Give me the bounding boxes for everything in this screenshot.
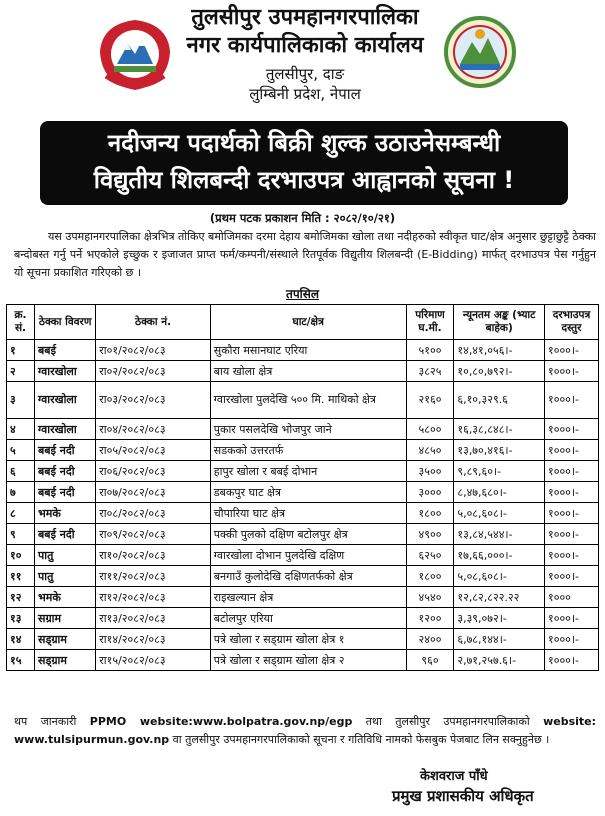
cell-site: पुकार पसलदेखि भोजपुर जाने xyxy=(210,419,406,440)
cell-min: २,७१,२५७.६।- xyxy=(454,650,545,671)
cell-site: बनगाउँ कुलोदेखि दक्षिणतर्फको क्षेत्र xyxy=(210,566,406,587)
cell-code: रा०३/२०८२/०८३ xyxy=(96,382,210,419)
cell-vol: ३८२५ xyxy=(406,361,454,382)
header-sn: क्र. सं. xyxy=(7,305,35,340)
cell-min: १२,८२,८२२.२२ xyxy=(454,587,545,608)
cell-vol: ५८०० xyxy=(406,419,454,440)
cell-vol: ५१०० xyxy=(406,340,454,361)
cell-sn: ७ xyxy=(7,482,35,503)
cell-site: ग्वारखोला दोभान पुलदेखि दक्षिण xyxy=(210,545,406,566)
office-name: नगर कार्यपालिकाको कार्यालय xyxy=(186,33,424,58)
cell-vol: १२०० xyxy=(406,608,454,629)
table-row xyxy=(7,650,599,671)
cell-code: रा०४/२०८२/०८३ xyxy=(96,419,210,440)
cell-min: १७,६६,०००।- xyxy=(454,545,545,566)
cell-code: रा०६/२०८२/०८३ xyxy=(96,461,210,482)
footer-text-2: तथा तुलसीपुर उपमहानगरपालिकाको xyxy=(352,715,544,728)
cell-site: सुकौरा मसानघाट एरिया xyxy=(210,340,406,361)
cell-fee: १०००।- xyxy=(545,440,599,461)
cell-min: ६,७८,१४४।- xyxy=(454,629,545,650)
office-title-block xyxy=(160,4,450,104)
cell-place: भमके xyxy=(35,503,96,524)
table-row xyxy=(7,587,599,608)
table-header-row xyxy=(7,305,599,340)
cell-fee: १०००।- xyxy=(545,361,599,382)
cell-place: सग्राम xyxy=(35,608,96,629)
header-volume: परिमाण घ.मी. xyxy=(406,305,454,340)
cell-sn: २ xyxy=(7,361,35,382)
intro-paragraph xyxy=(14,228,596,282)
cell-min: ५,०८,६०८।- xyxy=(454,503,545,524)
cell-fee: १०००।- xyxy=(545,524,599,545)
cell-vol: ४५४० xyxy=(406,587,454,608)
header-contract-no: ठेक्का नं. xyxy=(96,305,210,340)
cell-min: ८,४७,६८०।- xyxy=(454,482,545,503)
cell-place: बबई नदी xyxy=(35,482,96,503)
cell-site: सडकको उत्तरतर्फ xyxy=(210,440,406,461)
table-row xyxy=(7,461,599,482)
municipality-name: तुलसीपुर उपमहानगरपालिका xyxy=(191,5,419,30)
cell-code: रा१३/२०८२/०८३ xyxy=(96,608,210,629)
notice-title-line-2: विद्युतीय शिलबन्दी दरभाउपत्र आह्वानको सूचना ! xyxy=(93,166,515,194)
cell-code: रा०९/२०८२/०८३ xyxy=(96,524,210,545)
cell-site: पक्की पुलको दक्षिण बटोलपुर क्षेत्र xyxy=(210,524,406,545)
letterhead xyxy=(0,0,605,118)
table-row xyxy=(7,382,599,419)
cell-place: बबई नदी xyxy=(35,524,96,545)
header-fee: दरभाउपत्र दस्तुर xyxy=(545,305,599,340)
cell-fee: १०००।- xyxy=(545,629,599,650)
cell-min: ५,०८,६०८।- xyxy=(454,566,545,587)
cell-code: रा०७/२०८२/०८३ xyxy=(96,482,210,503)
cell-sn: ११ xyxy=(7,566,35,587)
cell-sn: १५ xyxy=(7,650,35,671)
cell-place: पातु xyxy=(35,545,96,566)
cell-place: सड्ग्राम xyxy=(35,629,96,650)
cell-code: रा०१/२०८२/०८३ xyxy=(96,340,210,361)
cell-sn: १२ xyxy=(7,587,35,608)
cell-place: ग्वारखोला xyxy=(35,361,96,382)
header-min-amount: न्यूनतम अङ्क (भ्याट बाहेक) xyxy=(454,305,545,340)
cell-place: पातु xyxy=(35,566,96,587)
cell-site: बाय खोला क्षेत्र xyxy=(210,361,406,382)
schedule-heading: तपसिल xyxy=(285,287,319,301)
table-row xyxy=(7,608,599,629)
office-location: तुलसीपुर, दाङ xyxy=(265,65,345,83)
cell-sn: ५ xyxy=(7,440,35,461)
cell-vol: ६२५० xyxy=(406,545,454,566)
cell-code: रा१०/२०८२/०८३ xyxy=(96,545,210,566)
contract-table xyxy=(6,304,599,671)
table-row xyxy=(7,482,599,503)
cell-vol: ४८५० xyxy=(406,440,454,461)
cell-sn: ३ xyxy=(7,382,35,419)
cell-code: रा०२/२०८२/०८३ xyxy=(96,361,210,382)
cell-fee: १०००।- xyxy=(545,566,599,587)
cell-code: रा१५/२०८२/०८३ xyxy=(96,650,210,671)
cell-place: ग्वारखोला xyxy=(35,382,96,419)
cell-sn: १४ xyxy=(7,629,35,650)
signatory-title: प्रमुख प्रशासकीय अधिकृत xyxy=(392,787,534,805)
cell-vol: ३५०० xyxy=(406,461,454,482)
cell-site: पत्रे खोला र सड्ग्राम खोला क्षेत्र १ xyxy=(210,629,406,650)
cell-fee: १०००।- xyxy=(545,503,599,524)
cell-code: रा११/२०८२/०८३ xyxy=(96,566,210,587)
ppmo-link[interactable]: PPMO website:www.bolpatra.gov.np/egp xyxy=(89,715,353,728)
cell-fee: १०००।- xyxy=(545,382,599,419)
cell-site: डबकपुर घाट क्षेत्र xyxy=(210,482,406,503)
cell-sn: ९ xyxy=(7,524,35,545)
cell-fee: १०००।- xyxy=(545,650,599,671)
municipality-logo-icon xyxy=(442,12,518,92)
cell-site: बटोलपुर एरिया xyxy=(210,608,406,629)
cell-sn: ८ xyxy=(7,503,35,524)
cell-fee: १००० xyxy=(545,587,599,608)
cell-sn: १० xyxy=(7,545,35,566)
cell-place: भमके xyxy=(35,587,96,608)
table-row xyxy=(7,503,599,524)
table-row xyxy=(7,566,599,587)
cell-min: १३,८४,५४४।- xyxy=(454,524,545,545)
publication-date: (प्रथम पटक प्रकाशन मिति : २०८२/१०/२१) xyxy=(209,211,396,225)
footer-text-3: वा तुलसीपुर उपमहानगरपालिकाको सूचना र गतिविधि नामको फेसबुक पेजबाट लिन सक्नुहुनेछ । xyxy=(169,733,550,746)
cell-vol: २१६० xyxy=(406,382,454,419)
cell-vol: २४०० xyxy=(406,629,454,650)
notice-title-line-1: नदीजन्य पदार्थको बिक्री शुल्क उठाउनेसम्बन्धी xyxy=(107,129,501,157)
cell-min: १६,३८,८४८।- xyxy=(454,419,545,440)
cell-code: रा०५/२०८२/०८३ xyxy=(96,440,210,461)
cell-place: बबई xyxy=(35,340,96,361)
cell-site: ग्वारखोला पुलदेखि ५०० मि. माथिको क्षेत्र xyxy=(210,382,406,419)
table-row xyxy=(7,524,599,545)
cell-sn: ६ xyxy=(7,461,35,482)
table-row xyxy=(7,440,599,461)
cell-site: चौपारिया घाट क्षेत्र xyxy=(210,503,406,524)
cell-min: ६,१०,३२९.६ xyxy=(454,382,545,419)
cell-fee: १०००।- xyxy=(545,340,599,361)
cell-vol: १८०० xyxy=(406,503,454,524)
office-province: लुम्बिनी प्रदेश, नेपाल xyxy=(249,85,361,103)
cell-vol: ४९०० xyxy=(406,524,454,545)
table-row xyxy=(7,419,599,440)
cell-sn: ४ xyxy=(7,419,35,440)
cell-code: रा१२/२०८२/०८३ xyxy=(96,587,210,608)
cell-place: बबई नदी xyxy=(35,461,96,482)
notice-title-banner xyxy=(40,121,568,205)
table-row xyxy=(7,361,599,382)
cell-code: रा०८/२०८२/०८३ xyxy=(96,503,210,524)
cell-sn: १३ xyxy=(7,608,35,629)
cell-fee: १०००।- xyxy=(545,545,599,566)
cell-min: १३,७०,४१६।- xyxy=(454,440,545,461)
cell-fee: १०००।- xyxy=(545,419,599,440)
cell-place: सड्ग्राम xyxy=(35,650,96,671)
cell-site: राइखल्यान क्षेत्र xyxy=(210,587,406,608)
header-site: घाट/क्षेत्र xyxy=(210,305,406,340)
table-row xyxy=(7,545,599,566)
cell-fee: १०००।- xyxy=(545,482,599,503)
table-row xyxy=(7,340,599,361)
municipality-website-link[interactable]: website: www.tulsipurmun.gov.np xyxy=(14,715,597,746)
cell-site: हापुर खोला र बबई दोभान xyxy=(210,461,406,482)
cell-place: ग्वारखोला xyxy=(35,419,96,440)
cell-fee: १०००।- xyxy=(545,608,599,629)
cell-sn: १ xyxy=(7,340,35,361)
footer-text-1: थप जानकारी xyxy=(14,715,90,728)
cell-vol: ३००० xyxy=(406,482,454,503)
table-row xyxy=(7,629,599,650)
cell-place: बबई नदी xyxy=(35,440,96,461)
footer-note xyxy=(14,713,596,749)
signatory-name: केशवराज पाँधे xyxy=(420,769,488,784)
cell-site: पत्रे खोला र सड्ग्राम खोला क्षेत्र २ xyxy=(210,650,406,671)
cell-min: १०,८०,७९२।- xyxy=(454,361,545,382)
cell-vol: १८०० xyxy=(406,566,454,587)
cell-fee: १०००।- xyxy=(545,461,599,482)
cell-min: १४,४१,०५६।- xyxy=(454,340,545,361)
header-contract-detail: ठेक्का विवरण xyxy=(35,305,96,340)
cell-min: ३,३९,०७२।- xyxy=(454,608,545,629)
cell-code: रा१४/२०८२/०८३ xyxy=(96,629,210,650)
cell-min: ९,८९,६०।- xyxy=(454,461,545,482)
cell-vol: ९६० xyxy=(406,650,454,671)
intro-text: यस उपमहानगरपालिका क्षेत्रभित्र तोकिए बमोजिमका दरमा देहाय बमोजिमका खोला तथा नदीहरुको स्वीकृत घाट/क्षेत्र अनुसार छुट्टाछुट्टै ठेक्का बन्दोबस्त गर्नु पर्ने भएकोले इच्छुक र इजाजत प्राप्त फर्म/कम्पनी/संस्थाले रितपूर्वक विद्युतीय शिलबन्दी (E-Bidding) मार्फत् दरभाउपत्र पेस गर्नुहुन यो सूचना प्रकाशित गरिएको छ । xyxy=(14,230,596,279)
